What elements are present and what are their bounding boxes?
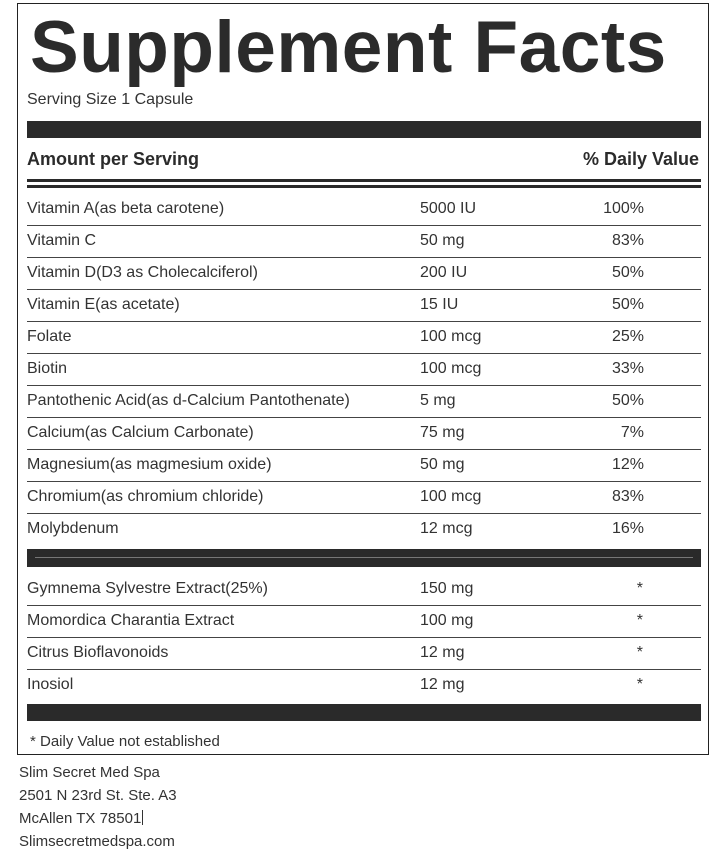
extract-daily-value: * [636,644,643,661]
table-row [27,606,701,638]
nutrient-daily-value: 7% [620,424,644,441]
nutrient-daily-value: 83% [611,232,644,249]
nutrient-name: Calcium(as Calcium Carbonate) [27,424,254,441]
extract-amount: 150 mg [420,580,474,597]
table-row [27,226,701,258]
text-cursor [142,810,143,825]
extract-amount: 100 mg [420,612,474,629]
table-row [27,258,701,290]
extract-name: Inosiol [27,676,74,693]
nutrient-amount: 5 mg [420,392,456,409]
thick-divider-top [27,121,701,138]
thick-divider-bottom [27,704,701,721]
nutrient-amount: 50 mg [420,232,465,249]
table-row [27,290,701,322]
street-address: 2501 N 23rd St. Ste. A3 [19,787,177,804]
table-row [27,514,701,546]
nutrient-name: Magnesium(as magmesium oxide) [27,456,272,473]
extract-name: Momordica Charantia Extract [27,612,235,629]
website: Slimsecretmedspa.com [19,833,175,850]
page-title: Supplement Facts [30,7,667,88]
business-address [19,761,177,853]
nutrient-name: Vitamin C [27,232,97,249]
nutrient-amount: 200 IU [420,264,468,281]
nutrient-name: Biotin [27,360,68,377]
nutrient-amount: 5000 IU [420,200,477,217]
nutrient-name: Pantothenic Acid(as d-Calcium Pantothenate) [27,392,350,409]
table-row [27,386,701,418]
serving-size: Serving Size 1 Capsule [27,91,194,108]
nutrient-name: Vitamin E(as acetate) [27,296,180,313]
nutrient-name: Chromium(as chromium chloride) [27,488,264,505]
daily-value-header: % Daily Value [582,149,699,169]
nutrient-daily-value: 50% [611,264,644,281]
extract-name: Gymnema Sylvestre Extract(25%) [27,580,268,597]
nutrient-table [27,194,701,546]
nutrient-amount: 15 IU [420,296,459,313]
extract-table [27,574,701,702]
nutrient-daily-value: 83% [611,488,644,505]
table-row [27,638,701,670]
nutrient-amount: 100 mcg [420,488,482,505]
table-row [27,354,701,386]
extract-amount: 12 mg [420,644,465,661]
nutrient-amount: 100 mcg [420,360,482,377]
footnote: * Daily Value not established [30,733,220,750]
extract-daily-value: * [636,612,643,629]
city-state-zip-text: McAllen TX 78501 [19,810,142,827]
thick-divider-middle [27,549,701,567]
nutrient-name: Molybdenum [27,520,119,537]
nutrient-amount: 75 mg [420,424,465,441]
supplement-facts-panel [17,3,709,755]
extract-name: Citrus Bioflavonoids [27,644,169,661]
amount-per-serving-header: Amount per Serving [27,149,200,169]
table-row [27,322,701,354]
extract-amount: 12 mg [420,676,465,693]
table-row [27,482,701,514]
nutrient-amount: 100 mcg [420,328,482,345]
nutrient-daily-value: 50% [611,296,644,313]
nutrient-daily-value: 25% [611,328,644,345]
table-row [27,418,701,450]
nutrient-name: Vitamin D(D3 as Cholecalciferol) [27,264,258,281]
extract-daily-value: * [636,676,643,693]
nutrient-amount: 12 mcg [420,520,473,537]
table-row [27,450,701,482]
nutrient-daily-value: 16% [611,520,644,537]
nutrient-daily-value: 33% [611,360,644,377]
table-row [27,670,701,702]
table-row [27,194,701,226]
city-state-zip [19,807,177,830]
nutrient-daily-value: 50% [611,392,644,409]
table-row [27,574,701,606]
double-rule-divider [27,179,701,189]
business-name: Slim Secret Med Spa [19,764,160,781]
extract-daily-value: * [636,580,643,597]
nutrient-amount: 50 mg [420,456,465,473]
nutrient-name: Vitamin A(as beta carotene) [27,200,225,217]
nutrient-daily-value: 100% [603,200,644,217]
nutrient-daily-value: 12% [611,456,644,473]
nutrient-name: Folate [27,328,72,345]
